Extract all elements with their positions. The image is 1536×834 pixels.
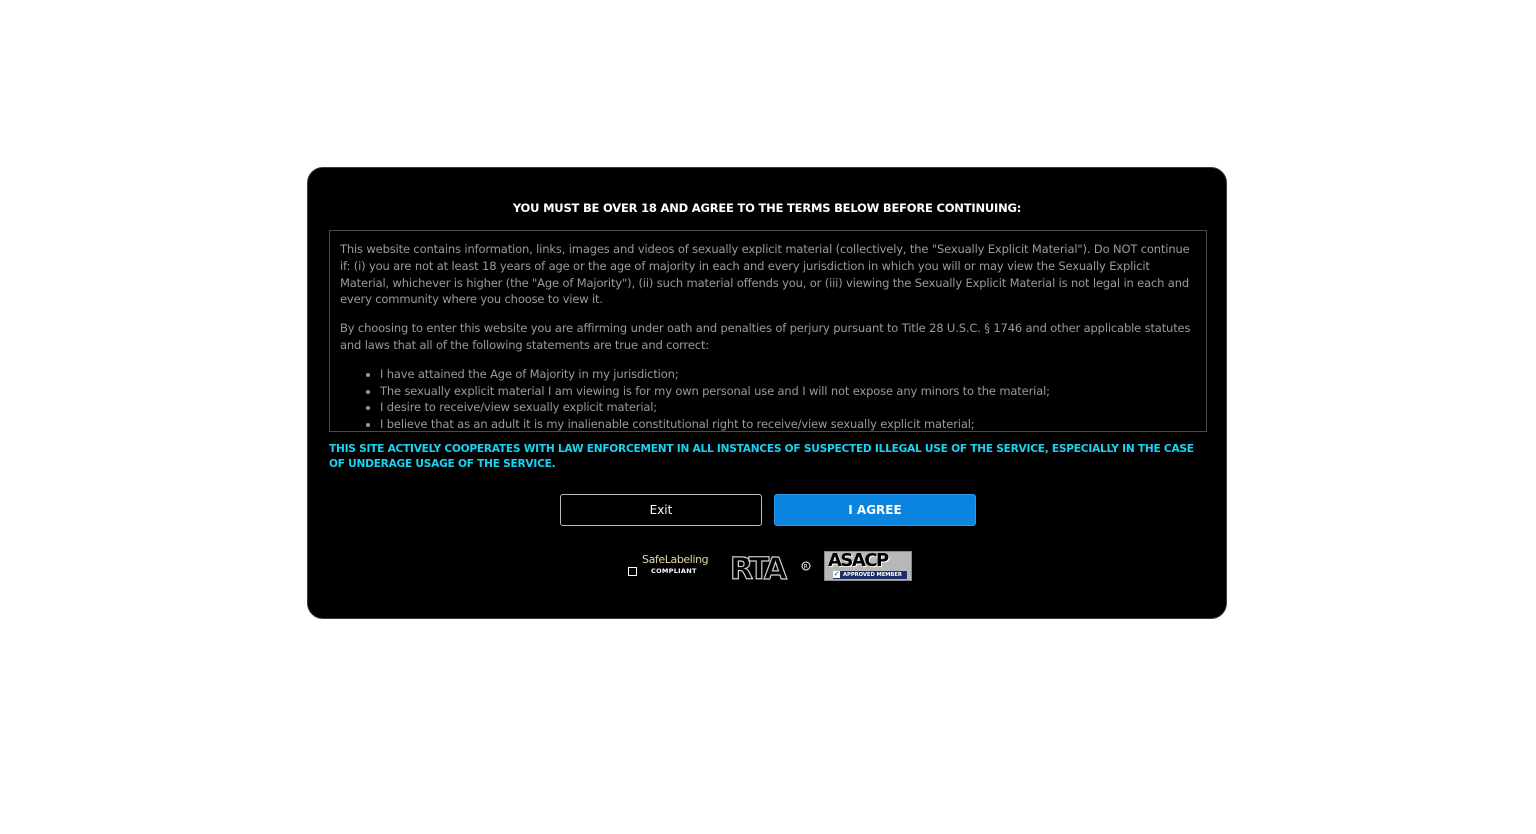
asacp-approved-text: APPROVED MEMBER <box>843 572 902 578</box>
asacp-logo-text: ASACP <box>828 550 888 571</box>
terms-paragraph-1: This website contains information, links, images and videos of sexually explicit material (collectively, the "Sexually Explicit Material"). Do NOT continue if: (i) you are not at least 18 years of age or the age of majority in each and every jurisdiction in which you will or may view the Sexually Explicit Material, whichever is higher (the "Age of Majority"), (ii) such material offends you, or (iii) viewing the Sexually Explicit Material is not legal in each and every community where you choose to view it. <box>340 242 1190 307</box>
exit-button[interactable]: Exit <box>560 494 762 526</box>
safelabeling-title: SafeLabeling <box>642 553 709 566</box>
check-icon: ✓ <box>833 570 840 578</box>
terms-scroll-box[interactable] <box>329 230 1207 432</box>
age-verification-modal <box>307 167 1227 619</box>
checkbox-icon <box>628 567 637 576</box>
terms-list-item: • The sexually explicit material I am viewing is for my own personal use and I will not expose any minors to the material; <box>380 383 1196 400</box>
asacp-logo[interactable] <box>824 551 912 581</box>
law-enforcement-warning: THIS SITE ACTIVELY COOPERATES WITH LAW ENFORCEMENT IN ALL INSTANCES OF SUSPECTED ILLEGAL USE OF THE SERVICE, ESPECIALLY IN THE CASE OF UNDERAGE USAGE OF THE SERVICE. <box>329 443 1194 471</box>
safelabeling-subtitle: COMPLIANT <box>651 567 697 575</box>
terms-list-item: • I have attained the Age of Majority in my jurisdiction; <box>380 366 1196 383</box>
rta-logo[interactable] <box>730 551 814 583</box>
svg-text:R: R <box>803 563 808 571</box>
terms-list-item: • I believe that as an adult it is my inalienable constitutional right to receive/view sexually explicit material; <box>380 416 1196 432</box>
safelabeling-logo[interactable] <box>627 553 713 579</box>
terms-paragraph-2: By choosing to enter this website you are affirming under oath and penalties of perjury pursuant to Title 28 U.S.C. § 1746 and other applicable statutes and laws that all of the following statements are true and correct: <box>340 321 1191 352</box>
rta-logo-text: RTA <box>730 552 785 583</box>
rta-logo-icon <box>730 551 814 583</box>
modal-title: YOU MUST BE OVER 18 AND AGREE TO THE TERMS BELOW BEFORE CONTINUING: <box>512 201 1022 215</box>
compliance-logos <box>308 551 1226 583</box>
terms-list <box>340 366 1196 432</box>
terms-list-item: • I desire to receive/view sexually explicit material; <box>380 399 1196 416</box>
agree-button[interactable]: I AGREE <box>774 494 976 526</box>
asacp-approved-bar <box>833 571 907 579</box>
